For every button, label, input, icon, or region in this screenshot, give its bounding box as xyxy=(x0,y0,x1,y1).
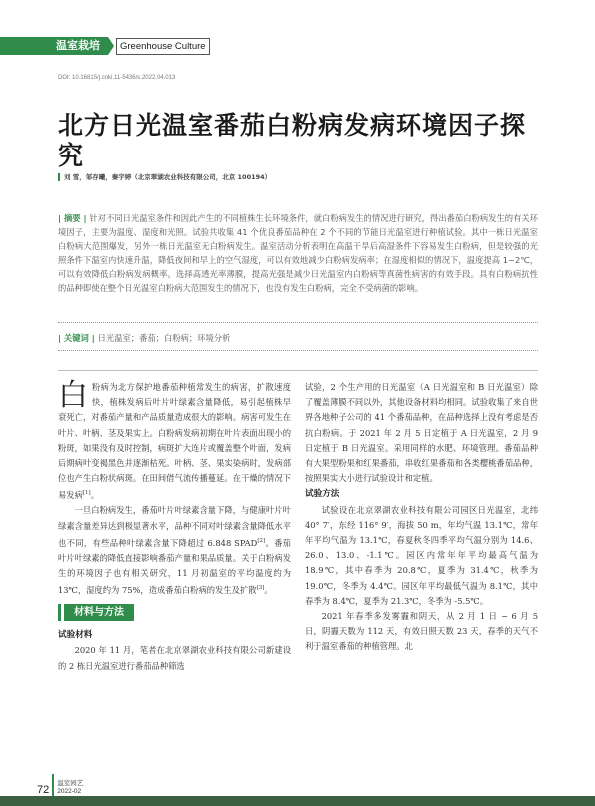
section-heading-materials: 材料与方法 xyxy=(64,604,134,621)
section-header xyxy=(0,37,210,55)
page-footer xyxy=(37,774,83,796)
methods-paragraph-1: 试验设在北京翠湖农业科技有限公司园区日光温室，北纬 40° 7′，东经 116° 9′，海拔 50 m，年均气温 13.1℃，常年年平均气温为 13.1℃，春夏秋冬四季平均气温分别为 14.6、26.0、13.0、-1.1℃。园区内常年年平均最高气温为 18.9℃，其中春季为 20.8℃，夏季为 31.4℃，秋季为 19.0℃，冬季为 4.4℃。园区年平均最低气温为 8.1℃，其中春季为 8.4℃，夏季为 21.3℃，冬季为 -5.5℃。 xyxy=(305,504,538,606)
citation-3: [3] xyxy=(256,585,265,592)
section-label-cn: 温室栽培 xyxy=(0,37,108,55)
methods-paragraph-2: 2021 年春季多发雾霾和阴天，从 2 月 1 日 ~ 6 月 5 日，阴霾天数为 112 天，有效日照天数 23 天，春季的天气不利于温室番茄的种植管理。北 xyxy=(305,611,538,652)
divider-top xyxy=(58,322,538,323)
keywords xyxy=(58,332,230,344)
subheading-materials: 试验材料 xyxy=(58,630,93,641)
divider-body xyxy=(58,370,538,371)
intro-text-2: 一旦白粉病发生，番茄叶片叶绿素含量下降，与健康叶片叶绿素含量差异达到极显著水平，品种不同对叶绿素含量降低水平也不同，有些品种叶绿素含量下降超过 6.848 SPAD xyxy=(58,505,291,548)
doi-line: DOI: 10.16815/j.cnki.11-5436/s.2022.04.013 xyxy=(58,75,176,81)
intro-paragraph-2 xyxy=(58,503,291,598)
section-arrow-icon xyxy=(108,37,114,55)
footer-divider xyxy=(52,774,54,796)
issue-number: 2022-02 xyxy=(57,788,82,795)
right-column xyxy=(305,380,538,655)
intro-paragraph-1 xyxy=(58,380,291,503)
page-number: 72 xyxy=(37,784,50,796)
keywords-tag: | 关键词 | xyxy=(58,333,98,343)
divider-middle xyxy=(58,350,538,351)
intro-text-2-end: 。 xyxy=(264,584,273,595)
citation-2: [2] xyxy=(257,537,266,544)
abstract xyxy=(58,211,538,295)
intro-text-2-mid: 。番茄叶片叶绿素的降低直接影响番茄产量和果品质量。关于白粉病发生的环境因子也有相关研究，11 月初温室的平均温度约为 13℃，湿度约为 75%，造成番茄白粉病的发生及扩散 xyxy=(58,537,291,595)
author-marker xyxy=(58,173,60,181)
citation-1: [1] xyxy=(82,490,91,497)
dropcap: 白 xyxy=(58,378,88,413)
abstract-text: 针对不同日光温室条件和因此产生的不同植株生长环境条件，就白粉病发生的情况进行研究，得出番茄白粉病发生的有关环境因子，主要为温度、湿度和光照。试验共收集 41 个优良番茄品种在 2 个不同的节能日光温室进行种植试验。其中一栋日光温室白粉病大范围爆发，另外一栋日光温室无白粉病发生。温室活动分析表明在高温干旱后高湿条件下容易发生白粉病，但是较强的光照条件下温室内快速升温，降低夜间和早上的空气湿度，可以有效地减少白粉病发病率；在湿度相似的情况下，温度提高 1~2℃，可以有效降低白粉病发病概率。选择高透光率薄膜，提高光强是减少日光温室内白粉病等真菌性病害的有效手段。具有白粉病抗性的品种即使在整个日光温室白粉病大范围发生的情况下，也没有发生白粉病，完全不受病菌的影响。 xyxy=(58,213,538,293)
abstract-label: 摘要 xyxy=(63,213,81,223)
article-title: 北方日光温室番茄白粉病发病环境因子探究 xyxy=(58,111,527,170)
keywords-label: 关键词 xyxy=(63,333,89,343)
intro-text-1-end: 。 xyxy=(90,490,100,501)
keywords-text: 日光温室；番茄；白粉病；环境分析 xyxy=(97,333,231,343)
footer-info xyxy=(57,780,83,796)
subheading-methods: 试验方法 xyxy=(305,489,340,500)
author-line xyxy=(58,172,271,181)
journal-name: 温室园艺 xyxy=(57,780,84,787)
left-column xyxy=(58,380,291,674)
abstract-tag: | 摘要 | xyxy=(58,213,90,223)
intro-text-1: 粉病为北方保护地番茄种植常发生的病害，扩散速度快，植株发病后叶片叶绿素含量降低，易引起植株早衰死亡，对番茄产量和产品质量造成很大的影响。病害可发生在叶片、叶柄、茎及果实上。白粉病发病初期在叶片表面出现小的粉斑，如果没有及时控制，病斑扩大连片或覆盖整个叶面，发病后期病叶变褐黑色并逐渐枯死。叶柄、茎、果实染病时，发病部位也产生白粉状病斑。在田间借气流传播蔓延。在干燥的情况下易发病 xyxy=(58,382,291,501)
section-label-en: Greenhouse Culture xyxy=(116,38,210,55)
bottom-color-bar xyxy=(0,796,595,806)
materials-paragraph: 2020 年 11 月，笔者在北京翠湖农业科技有限公司新建设的 2 栋日光温室进行番茄品种筛选 xyxy=(58,645,291,671)
materials-continued: 试验，2 个生产用的日光温室（A 日光温室和 B 日光温室）除了覆盖薄膜不同以外，其他设备材料均相同。试验收集了来自世界各地种子公司的 41 个番茄品种，在品种选择上没有考虑是否抗白粉病。于 2021 年 2 月 5 日定植于 A 日光温室，2 月 9 日定植于 B 日光温室。采用同样的水肥、环境管理。番茄品种有大果型粉果和红果番茄，串收红果番茄和各类樱桃番茄品种，按照果实大小进行试验设计和定植。 xyxy=(305,382,538,484)
authors-text: 刘 雪，邹存曦，秦宇婷（北京翠湖农业科技有限公司，北京 100194） xyxy=(64,173,272,181)
